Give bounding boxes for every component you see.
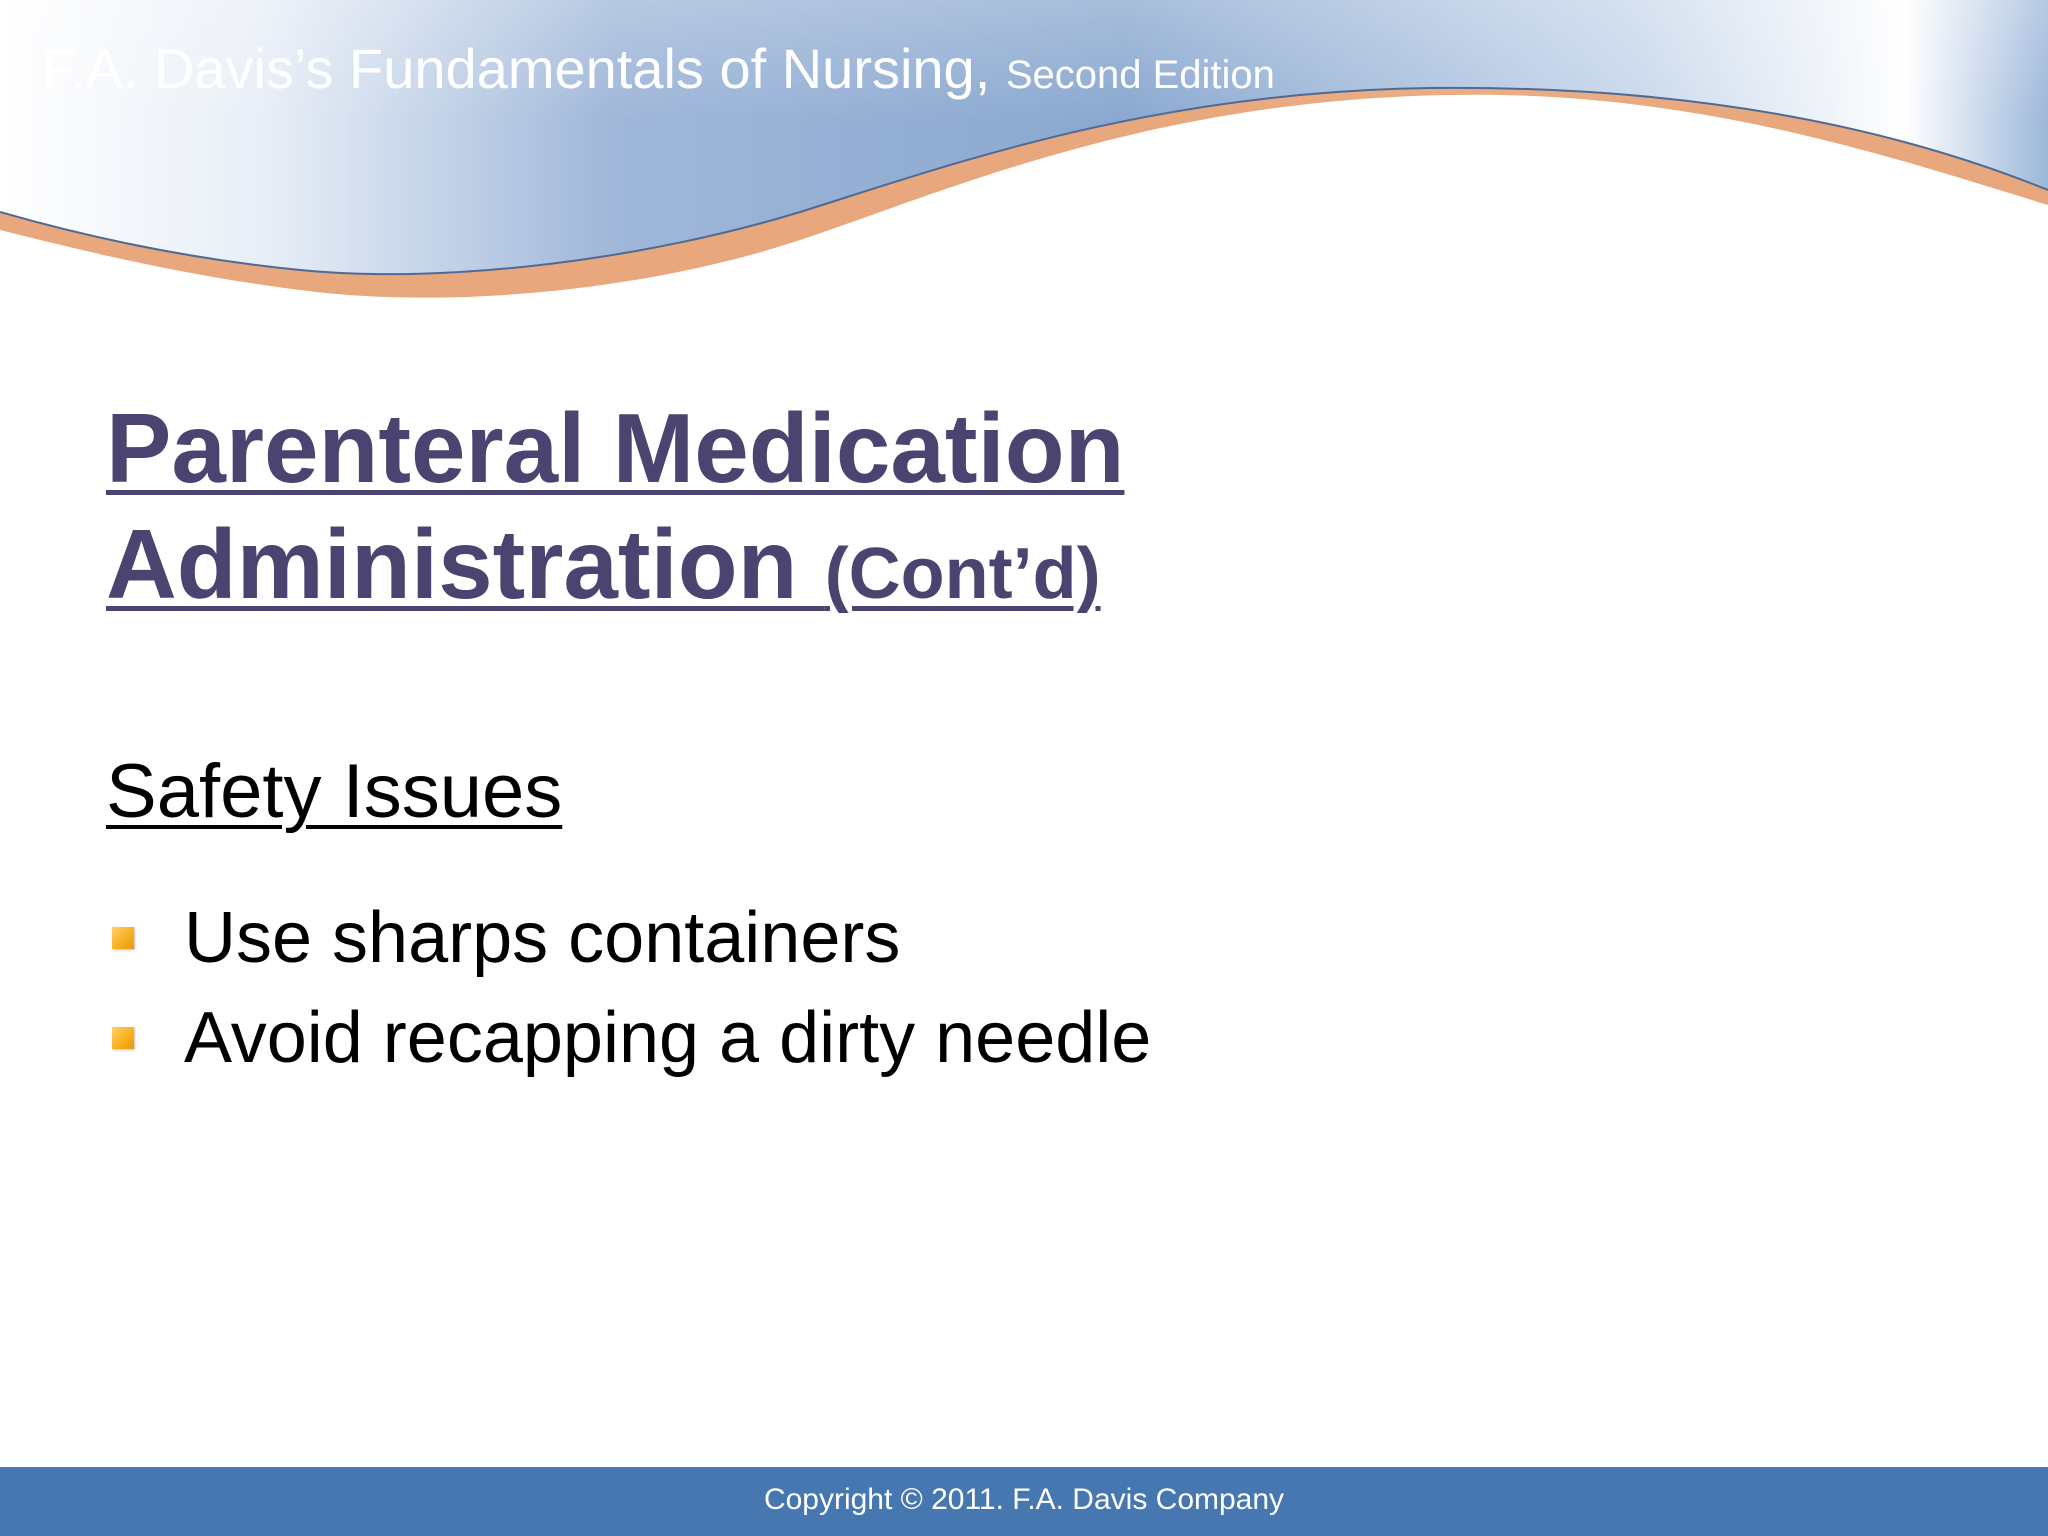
bullet-text: Use sharps containers bbox=[184, 898, 901, 978]
bullet-text: Avoid recapping a dirty needle bbox=[184, 998, 1152, 1078]
slide-title-suffix: (Cont’d) bbox=[824, 534, 1101, 614]
footer-bar bbox=[0, 1467, 2048, 1536]
section-heading: Safety Issues bbox=[106, 749, 563, 834]
slide-title bbox=[106, 390, 1606, 632]
square-bullet-icon bbox=[112, 1027, 134, 1049]
square-bullet-icon bbox=[112, 927, 134, 949]
book-title bbox=[42, 36, 1275, 101]
copyright-text: Copyright © 2011. F.A. Davis Company bbox=[763, 1483, 1285, 1516]
bullet-list bbox=[106, 888, 1151, 1088]
slide-title-main: Parenteral Medication Administration bbox=[106, 393, 1125, 619]
bullet-item bbox=[106, 988, 1151, 1088]
book-title-text: F.A. Davis’s Fundamentals of Nursing, bbox=[42, 37, 991, 100]
book-edition: Second Edition bbox=[1005, 53, 1275, 97]
bullet-item bbox=[106, 888, 1151, 988]
